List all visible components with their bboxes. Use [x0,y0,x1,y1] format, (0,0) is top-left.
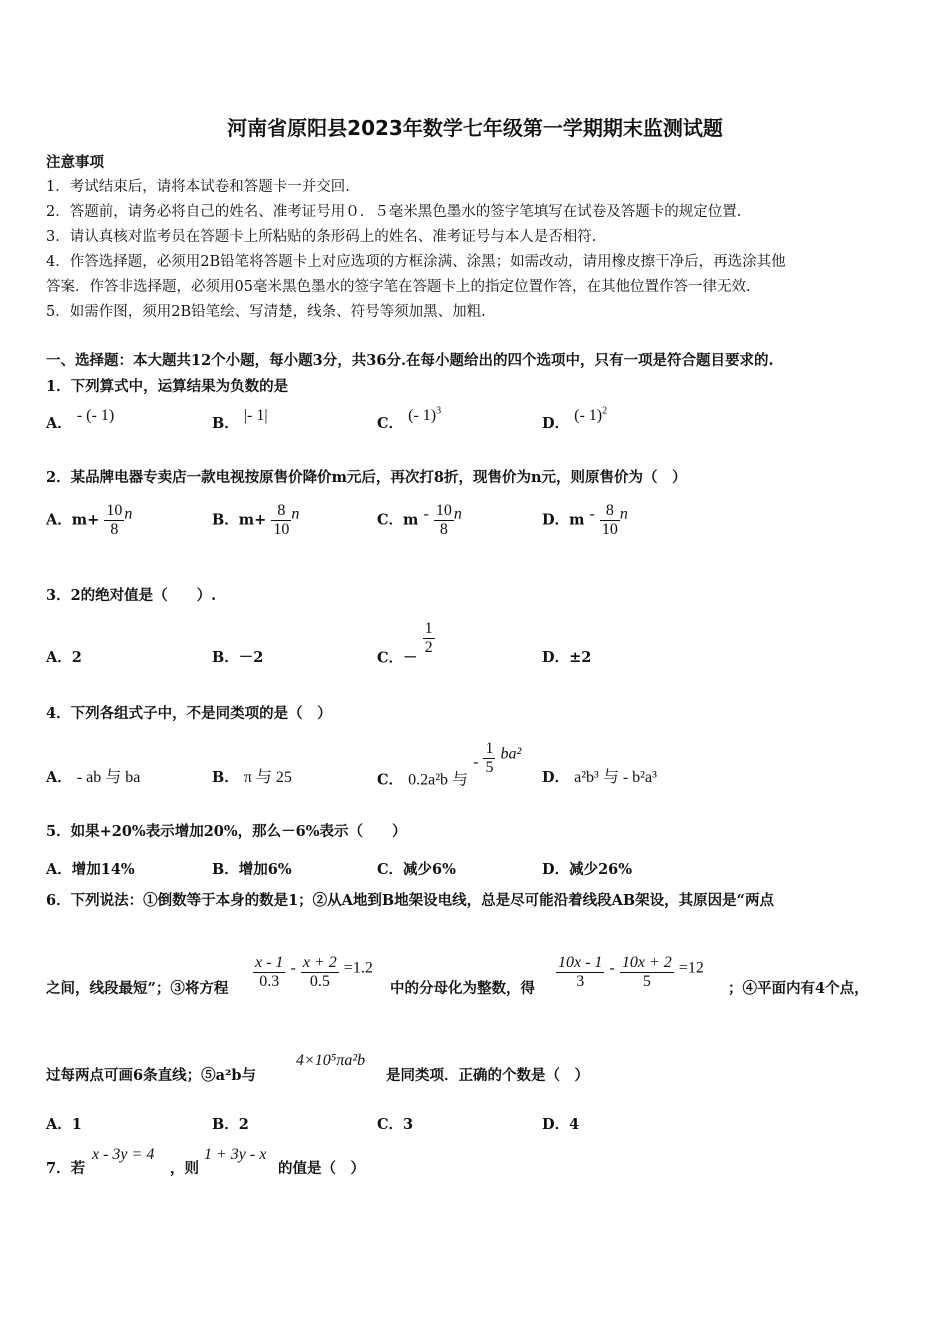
q3-option-b: B．－2 [212,649,264,666]
option-label: B．m+ [212,511,267,529]
question-7-lead: 7．若 [46,1160,86,1177]
minus-sign: - [589,505,595,523]
option-label: B． [212,769,239,786]
q4-option-a [46,764,140,787]
question-7-mid: ，则 [170,1160,199,1177]
variable: n [291,505,300,523]
notice-item: 答案．作答非选择题，必须用05毫米黑色墨水的签字笔在答题卡上的指定位置作答，在其他位置作答一律无效. [46,279,751,295]
math-expression: (- 1) [574,407,603,424]
notice-item: 1．考试结束后，请将本试卷和答题卡一并交回. [46,179,350,195]
notice-item: 2．答题前，请务必将自己的姓名、准考证号用０．５毫米黑色墨水的签字笔填写在试卷及答题卡的规定位置. [46,204,742,220]
option-label: C． [377,771,404,789]
fraction: $\frac{x - 1}{0.3}$ [255,954,284,990]
page-title: 河南省原阳县2023年数学七年级第一学期期末监测试题 [227,116,723,140]
question-6-line-2c: ；④平面内有4个点， [728,980,869,997]
q1-option-d [542,405,608,433]
math-expression: a²b³ 与 - b²a³ [574,769,657,786]
math-expression: ba² [500,745,522,763]
q4-option-b [212,764,292,787]
option-label: C．－ [377,649,418,667]
math-expression: |- 1| [243,407,268,424]
option-label: B． [212,415,239,432]
option-label: C． [377,415,404,432]
question-1-stem: 1．下列算式中，运算结果为负数的是 [46,378,289,395]
q3-option-a: A．2 [46,649,82,666]
q2-option-d [542,502,628,539]
notice-heading: 注意事项 [46,154,104,171]
q6-option-b: B．2 [212,1116,249,1133]
math-expression: 4×10⁵πa²b [296,1052,366,1069]
q5-option-d: D．减少26% [542,861,633,878]
question-5-stem: 5．如果+20%表示增加20%，那么－6%表示（ ） [46,823,407,840]
math-expression: x - 3y = 4 [92,1146,155,1163]
question-7-tail: 的值是（ ） [278,1160,365,1177]
option-label: D． [542,769,570,786]
question-4-stem: 4．下列各组式子中，不是同类项的是（ ） [46,705,332,722]
math-expression: π 与 25 [243,769,292,786]
q5-option-a: A．增加14% [46,861,135,878]
option-label: D．m [542,511,585,529]
math-expression: =1.2 [343,959,373,977]
q6-equation-1: $\frac{x - 1}{0.3}$ - $\frac{x + 2}{0.5}$ =1.2 [255,954,373,990]
q6-expression [296,1052,365,1070]
q6-equation-2: $\frac{10x - 1}{3}$ - $\frac{10x + 2}{5}$ =12 [558,954,704,990]
question-2-stem: 2．某品牌电器专卖店一款电视按原售价降价m元后，再次打8折，现售价为n元，则原售价为（ ） [46,469,687,486]
question-6-line-2b: 中的分母化为整数，得 [390,980,535,997]
q5-option-b: B．增加6% [212,861,292,878]
option-label: A．m+ [46,511,100,529]
q6-option-c: C．3 [377,1116,414,1133]
math-expression: 0.2a²b 与 [408,771,469,789]
q6-option-d: D．4 [542,1116,580,1133]
q3-option-c [377,620,435,668]
notice-item: 4．作答选择题，必须用2B铅笔将答题卡上对应选项的方框涂满、涂黑；如需改动，请用橡皮擦干净后，再选涂其他 [46,254,786,270]
notice-item: 5．如需作图，须用2B铅笔绘、写清楚，线条、符号等须加黑、加粗. [46,304,486,320]
option-label: D． [542,415,570,432]
fraction: $\frac{10x - 1}{3}$ [558,954,603,990]
q4-option-c: C． 0.2a²b 与 - $\frac{1}{5}$ ba² [377,740,522,789]
math-expression: - ab 与 ba [76,769,141,786]
math-expression: (- 1) [408,407,437,424]
q1-option-a [46,407,115,433]
minus-sign: - [423,505,429,523]
question-6-line-3a: 过每两点可画6条直线；⑤a²b与 [46,1067,256,1084]
q2-option-c [377,502,462,539]
option-label: A． [46,415,72,432]
fraction: $\frac{10x + 2}{5}$ [621,954,672,990]
variable: n [453,505,462,523]
exponent: 2 [602,405,608,417]
fraction: $\frac{10}{8}$ [106,502,123,538]
q7-expression-1 [92,1146,154,1164]
fraction: $\frac{1}{2}$ [424,620,433,656]
math-expression: 1 + 3y - x [204,1146,267,1163]
option-label: A． [46,769,72,786]
math-expression: =12 [678,959,704,977]
fraction: $\frac{8}{10}$ [601,502,618,538]
q5-option-c: C．减少6% [377,861,456,878]
notice-item: 3．请认真核对监考员在答题卡上所粘贴的条形码上的姓名、准考证号与本人是否相符. [46,229,597,245]
fraction: $\frac{10}{8}$ [435,502,452,538]
question-6-line-2a: 之间，线段最短”；③将方程 [46,980,229,997]
q1-option-c [377,405,442,433]
q2-option-a [46,502,132,539]
fraction: $\frac{x + 2}{0.5}$ [302,954,337,990]
q2-option-b [212,502,299,539]
section-heading: 一、选择题：本大题共12个小题，每小题3分，共36分.在每小题给出的四个选项中，只有一项是符合题目要求的. [46,352,774,369]
q4-option-d [542,764,657,787]
fraction: $\frac{1}{5}$ [485,740,494,776]
option-label: C．m [377,511,419,529]
q3-option-d: D．±2 [542,649,592,666]
exponent: 3 [436,405,442,417]
q1-option-b [212,407,268,433]
math-expression: - (- 1) [76,407,115,424]
variable: n [124,505,133,523]
question-6-line-1: 6．下列说法：①倒数等于本身的数是1；②从A地到B地架设电线，总是尽可能沿着线段AB架设，其原因是“两点 [46,892,775,909]
q6-option-a: A．1 [46,1116,82,1133]
variable: n [619,505,628,523]
question-6-line-3b: 是同类项．正确的个数是（ ） [386,1067,589,1084]
fraction: $\frac{8}{10}$ [273,502,290,538]
question-3-stem: 3．2的绝对值是（ ）. [46,587,217,604]
q7-expression-2 [204,1146,266,1164]
